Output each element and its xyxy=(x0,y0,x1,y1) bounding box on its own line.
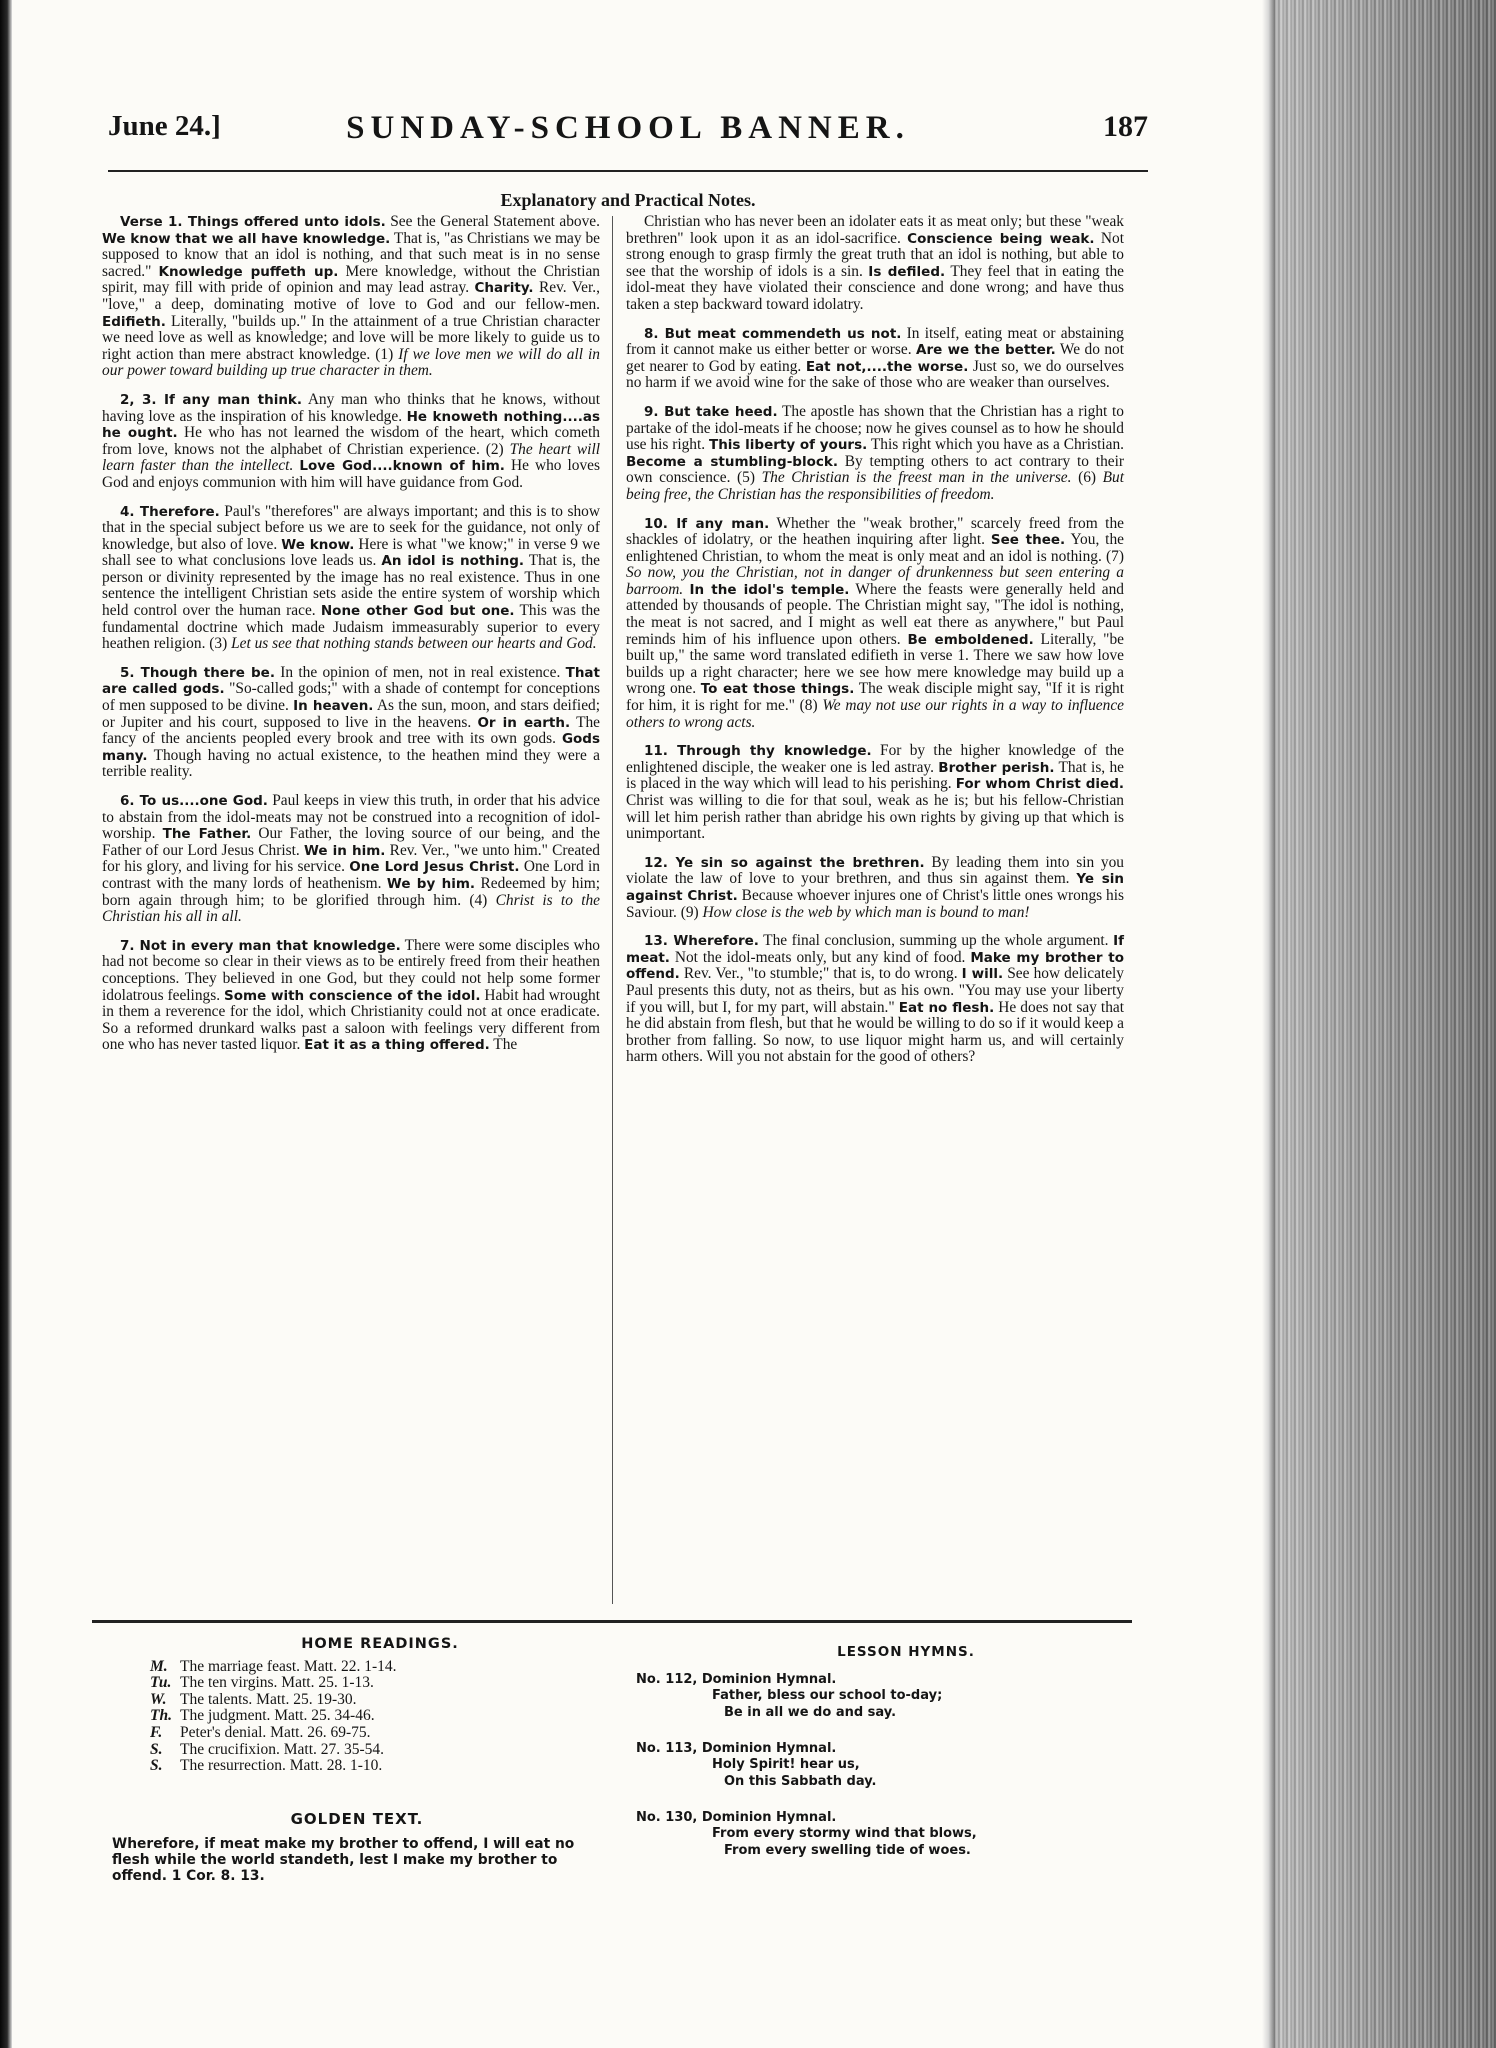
note-keyword: Conscience being weak. xyxy=(907,230,1095,247)
hymn-line: Be in all we do and say. xyxy=(724,1705,897,1720)
note-text: The xyxy=(489,1036,518,1054)
note-text: Literally, "be built up," the same word translated edifieth in verse 1. There we saw how love builds up a right character; here we see how mere knowledge may build up a wrong one. xyxy=(626,630,1124,698)
note-application: Christ is to the Christian his all in all. xyxy=(102,891,600,926)
note-application: The heart will learn faster than the intellect. xyxy=(102,440,600,475)
hymn-line: On this Sabbath day. xyxy=(724,1774,877,1789)
note-application: If we love men we will do all in our power toward building up true character in them. xyxy=(102,345,601,380)
note-keyword: 8. But meat commendeth us not. xyxy=(644,325,902,342)
note-keyword: Or in earth. xyxy=(477,714,571,731)
note-text: Just so, we do ourselves no harm if we avoid wine for the sake of those who are weaker than ourselves. xyxy=(626,357,1124,392)
note-keyword: If meat. xyxy=(626,933,1124,966)
note-keyword: None other God but one. xyxy=(320,603,515,620)
hymn-line: Father, bless our school to-day; xyxy=(712,1688,943,1703)
note-keyword: This liberty of yours. xyxy=(708,437,868,454)
note-text: Rev. Ver., "to stumble;" that is, to do wrong. xyxy=(679,965,962,983)
note-text: He does not say that he did abstain from flesh, but that he would be willing to do so if it would keep a brother from falling. So now, to use liquor might harm us, and will certainly harm others. Will you not abstain for the good of others? xyxy=(626,998,1124,1066)
note-keyword: 12. Ye sin so against the brethren. xyxy=(644,854,925,871)
note-keyword: Brother perish. xyxy=(938,759,1055,776)
hymn-line: From every swelling tide of woes. xyxy=(724,1843,971,1858)
note-application: So now, you the Christian, not in danger of drunkenness but seen entering a barroom. xyxy=(626,564,1124,598)
note-text: By tempting others to act contrary to their own conscience. (5) xyxy=(626,452,1125,487)
hymn-item xyxy=(636,1741,1136,1790)
reading-item xyxy=(150,1659,570,1676)
note-keyword: The Father. xyxy=(162,826,252,843)
note-text: (6) xyxy=(1071,469,1103,487)
note-text: This was the fundamental doctrine which made Judaism immeasurably superior to every heathen religion. (3) xyxy=(102,602,601,653)
note-text: He who loves God and enjoys communion with him will have guidance from God. xyxy=(102,457,600,491)
note-text: Christian who has never been an idolater eats it as meat only; but these "weak brethren" look upon it as an idol-sacrifice. xyxy=(626,213,1124,247)
note-keyword: We by him. xyxy=(386,875,476,892)
header-title: SUNDAY-SCHOOL BANNER. xyxy=(346,110,910,146)
note-text: The apostle has shown that the Christian has a right to partake of the idol-meats if he choose; now he gives counsel as to how he should use his right. xyxy=(626,402,1124,454)
home-readings-heading: HOME READINGS. xyxy=(301,1636,459,1652)
note-keyword: Love God....known of him. xyxy=(299,458,505,475)
note-keyword: 5. Though there be. xyxy=(120,664,275,681)
note-keyword: Eat not,....the worse. xyxy=(805,358,969,375)
note-text: Whether the "weak brother," scarcely freed from the shackles of idolatry, or the heathen inquiring after light. xyxy=(626,514,1124,549)
note-keyword: In the idol's temple. xyxy=(689,581,850,598)
note-keyword: Knowledge puffeth up. xyxy=(158,263,339,280)
reading-day: F. xyxy=(150,1723,163,1741)
note-keyword: An idol is nothing. xyxy=(381,553,524,570)
reading-item xyxy=(150,1675,570,1692)
header-rule xyxy=(108,170,1148,172)
note-keyword: 9. But take heed. xyxy=(644,403,778,420)
home-readings xyxy=(150,1636,570,1775)
note-keyword: Are we the better. xyxy=(916,342,1056,359)
reading-day: Th. xyxy=(150,1707,172,1725)
note-text: In the opinion of men, not in real existence. xyxy=(274,663,566,681)
note-paragraph xyxy=(626,326,1124,392)
reading-text: Peter's denial. Matt. 26. 69-75. xyxy=(180,1723,371,1741)
note-keyword: We in him. xyxy=(304,842,386,859)
reading-day: Tu. xyxy=(150,1674,172,1692)
note-text: See how delicately Paul presents this duty, not as theirs, but as his own. "You may use your liberty if you will, but I, for my part, will abstain." xyxy=(626,965,1124,1016)
note-keyword: Edifieth. xyxy=(102,313,166,330)
note-text: Any man who thinks that he knows, without having love as the inspiration of his knowledge. xyxy=(102,390,600,425)
note-keyword: In heaven. xyxy=(293,698,374,715)
note-text: Here is what "we know;" in verse 9 we shall see to what conclusions love leads us. xyxy=(102,535,600,570)
note-keyword: Eat it as a thing offered. xyxy=(304,1037,490,1054)
hymn-list xyxy=(636,1672,1136,1859)
note-text: Rev. Ver., "we unto him." Created for his glory, and living for his service. xyxy=(102,841,600,876)
reading-item xyxy=(150,1725,570,1742)
note-keyword: 4. Therefore. xyxy=(120,503,220,520)
note-text: In itself, eating meat or abstaining from it cannot make us either better or worse. xyxy=(626,324,1125,359)
note-keyword: See thee. xyxy=(990,532,1066,549)
golden-text-body: Wherefore, if meat make my brother to offend, I will eat no flesh while the world standeth, lest I make my brother to offend. 1 Cor. 8. 13. xyxy=(112,1836,575,1884)
note-paragraph xyxy=(102,392,600,492)
note-text: That is, he is placed in the way which will lead to his perishing. xyxy=(626,758,1125,793)
reading-text: The ten virgins. Matt. 25. 1-13. xyxy=(180,1674,374,1692)
note-text: He who has not learned the wisdom of the heart, which cometh from love, knows not the alphabet of Christian experience. (2) xyxy=(102,424,600,458)
note-keyword: Is defiled. xyxy=(868,263,946,280)
note-keyword: I will. xyxy=(961,966,1004,983)
note-text: Because whoever injures one of Christ's little ones wrongs his Saviour. (9) xyxy=(626,886,1124,921)
note-text: They feel that in eating the idol-meat they have violated their conscience and done wrong; and have thus taken a step backward toward idolatry. xyxy=(626,262,1124,313)
note-keyword: Gods many. xyxy=(102,731,600,764)
note-text: Christ was willing to die for that soul, weak as he is; but his fellow-Christian will let him perish rather than abridge his own rights by giving up that which is unimportant. xyxy=(626,792,1124,843)
note-application: Let us see that nothing stands between our hearts and God. xyxy=(231,635,597,653)
notes-column-left xyxy=(102,214,600,1066)
note-text: Not strong enough to grasp firmly the great truth that an idol is nothing, but able to see that the worship of idols is a sin. xyxy=(626,229,1124,280)
note-paragraph xyxy=(626,404,1124,504)
reading-day: S. xyxy=(150,1740,163,1758)
note-keyword: 11. Through thy knowledge. xyxy=(644,743,872,760)
reading-day: S. xyxy=(150,1757,163,1775)
note-text: Not the idol-meats only, but any kind of food. xyxy=(669,948,971,966)
note-text: The final conclusion, summing up the whole argument. xyxy=(758,932,1114,950)
book-page-edges xyxy=(1275,0,1496,2048)
note-text: As the sun, moon, and stars deified; or Jupiter and his court, supposed to live in the heavens. xyxy=(102,697,601,731)
note-text: Mere knowledge, without the Christian spirit, may fill with pride of opinion and may lead astray. xyxy=(102,262,600,297)
reading-text: The crucifixion. Matt. 27. 35-54. xyxy=(180,1740,385,1758)
hymn-line: From every stormy wind that blows, xyxy=(712,1826,977,1841)
note-text: One Lord in contrast with the many lords of heathenism. xyxy=(102,858,601,892)
reading-text: The talents. Matt. 25. 19-30. xyxy=(180,1690,357,1708)
note-keyword: Be emboldened. xyxy=(907,631,1034,648)
reading-item xyxy=(150,1692,570,1709)
note-text: Where the feasts were generally held and attended by thousands of people. The Christian might say, "The idol is nothing, the meat is not sacred, and I might as well eat there as anywhere," but Paul reminds him of his influence upon others. xyxy=(626,580,1124,648)
note-keyword: To eat those things. xyxy=(700,681,855,698)
hymn-number: No. 130, Dominion Hymnal. xyxy=(636,1810,837,1825)
golden-text-heading: GOLDEN TEXT. xyxy=(290,1810,424,1828)
note-keyword: He knoweth nothing....as he ought. xyxy=(102,408,601,442)
page-number: 187 xyxy=(1103,110,1148,143)
hymn-item xyxy=(636,1672,1136,1721)
note-text: We do not get nearer to God by eating. xyxy=(626,341,1125,375)
golden-text xyxy=(112,1810,602,1884)
section-rule xyxy=(92,1620,1132,1623)
note-keyword: We know that we all have knowledge. xyxy=(102,230,391,247)
note-paragraph xyxy=(102,504,600,653)
note-text: "So-called gods;" with a shade of contempt for conceptions of men supposed to be divine. xyxy=(102,680,601,715)
note-paragraph xyxy=(626,516,1124,732)
header-date: June 24.] xyxy=(108,110,221,142)
note-text: You, the enlightened Christian, to whom the meat is only meat and an idol is nothing. (7) xyxy=(626,531,1124,565)
hymn-item xyxy=(636,1810,1136,1859)
note-keyword: 10. If any man. xyxy=(644,515,770,532)
section-title: Explanatory and Practical Notes. xyxy=(500,190,756,210)
reading-item xyxy=(150,1758,570,1775)
note-keyword: One Lord Jesus Christ. xyxy=(349,859,520,876)
note-text: Habit had wrought in them a reverence for the idol, which Christianity could not at once eradicate. So a reformed drunkard walks past a saloon with feelings very different from one who has never tasted liquor. xyxy=(102,986,600,1054)
note-application: We may not use our rights in a way to influence others to wrong acts. xyxy=(626,697,1124,731)
note-application: But being free, the Christian has the responsibilities of freedom. xyxy=(626,469,1124,503)
lesson-hymns-heading: LESSON HYMNS. xyxy=(837,1644,975,1660)
hymn-number: No. 113, Dominion Hymnal. xyxy=(636,1741,837,1756)
note-keyword: For whom Christ died. xyxy=(955,776,1124,793)
note-keyword: 2, 3. If any man think. xyxy=(120,391,303,408)
note-text: Our Father, the loving source of our being, and the Father of our Lord Jesus Christ. xyxy=(102,825,600,859)
reading-text: The judgment. Matt. 25. 34-46. xyxy=(180,1707,375,1725)
note-keyword: We know. xyxy=(281,536,355,553)
note-text: This right which you have as a Christian. xyxy=(867,436,1124,454)
hymn-number: No. 112, Dominion Hymnal. xyxy=(636,1672,837,1687)
page-header xyxy=(108,110,1148,160)
note-text: That is, "as Christians we may be supposed to know that an idol is nothing, and that such meat is in no sense sacred." xyxy=(102,229,600,280)
note-keyword: Become a stumbling-block. xyxy=(626,453,838,470)
note-paragraph xyxy=(626,933,1124,1066)
note-keyword: That are called gods. xyxy=(102,664,600,698)
reading-day: M. xyxy=(150,1657,168,1675)
note-text: The weak disciple might say, "If it is right for him, it is right for me." (8) xyxy=(626,680,1125,715)
note-text: For by the higher knowledge of the enlightened disciple, the weaker one is led astray. xyxy=(626,742,1125,776)
note-paragraph xyxy=(626,743,1124,843)
note-keyword: Some with conscience of the idol. xyxy=(224,987,481,1004)
note-text: There were some disciples who had not become so clear in their views as to be entirely freed from their heathen conceptions. They believed in one God, but they could not help some former idolatrous feelings. xyxy=(102,936,600,1004)
note-keyword: Charity. xyxy=(474,280,534,297)
note-text: Paul's "therefores" are always important; and this is to show that in the special subject before us we are to seek for the guidance, not only of knowledge, but also of love. xyxy=(102,502,600,553)
note-text: Though having no actual existence, to the heathen mind they were a terrible reality. xyxy=(102,746,600,781)
note-text: Redeemed by him; born again through him; to be glorified through him. (4) xyxy=(102,874,600,909)
note-keyword: Ye sin against Christ. xyxy=(626,871,1124,904)
notes-column-right xyxy=(626,214,1124,1078)
note-keyword: 7. Not in every man that knowledge. xyxy=(120,937,401,954)
note-text: By leading them into sin you violate the law of love to your brethren, and thus sin against them. xyxy=(626,853,1124,888)
hymn-line: Holy Spirit! hear us, xyxy=(712,1757,860,1772)
reading-item xyxy=(150,1708,570,1725)
readings-list xyxy=(150,1659,570,1775)
note-paragraph xyxy=(626,855,1124,921)
note-text: Paul keeps in view this truth, in order that his advice to abstain from the idol-meats may not be construed into a recognition of idol-worship. xyxy=(102,792,600,843)
scan-left-edge xyxy=(0,0,12,2048)
note-keyword: 13. Wherefore. xyxy=(644,933,759,950)
note-application: How close is the web by which man is bound to man! xyxy=(702,903,1030,921)
note-text: Literally, "builds up." In the attainment of a true Christian character we need love as well as knowledge; and love will be more likely to guide us to right action than mere abstract knowledge. (1) xyxy=(102,312,600,363)
column-divider xyxy=(612,216,613,1604)
reading-text: The resurrection. Matt. 28. 1-10. xyxy=(180,1757,383,1775)
note-paragraph xyxy=(102,938,600,1054)
note-paragraph xyxy=(626,214,1124,314)
note-paragraph xyxy=(102,214,600,380)
note-text: The fancy of the ancients peopled every brook and tree with its own gods. xyxy=(102,713,601,748)
note-text: Rev. Ver., "love," a deep, dominating motive of love to God and our fellow-men. xyxy=(102,279,600,313)
note-text: That is, the person or divinity represented by the image has no real existence. Thus in one sentence the intelligent Christian sets aside the entire system of worship which held control over the human race. xyxy=(102,552,601,620)
reading-text: The marriage feast. Matt. 22. 1-14. xyxy=(180,1657,397,1675)
note-paragraph xyxy=(102,665,600,781)
reading-item xyxy=(150,1742,570,1759)
note-paragraph xyxy=(102,793,600,926)
note-keyword: Make my brother to offend. xyxy=(626,949,1125,983)
lesson-hymns xyxy=(636,1644,1136,1879)
note-keyword: Verse 1. Things offered unto idols. xyxy=(120,214,386,230)
note-application: The Christian is the freest man in the universe. xyxy=(761,469,1072,487)
note-keyword: 6. To us....one God. xyxy=(120,793,268,809)
note-text: See the General Statement above. xyxy=(385,213,600,230)
reading-day: W. xyxy=(150,1690,167,1708)
note-keyword: Eat no flesh. xyxy=(898,999,995,1016)
